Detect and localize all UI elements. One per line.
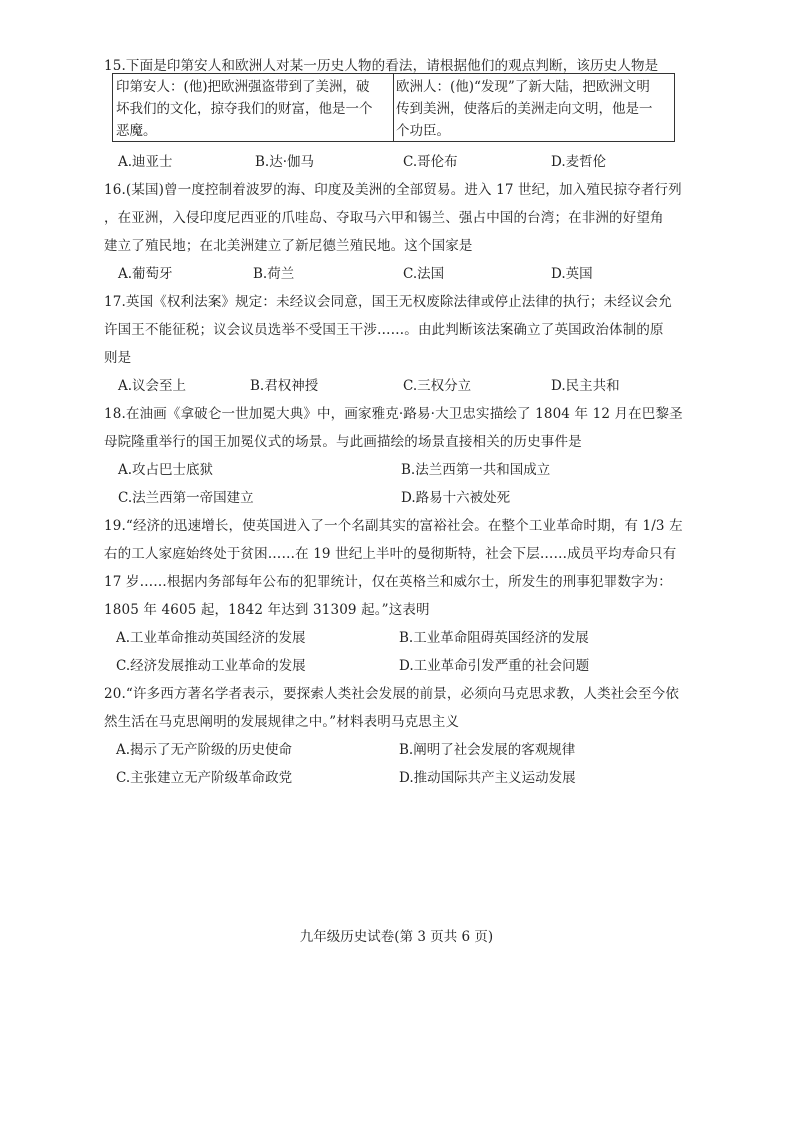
q18-option-c: C.法兰西第一帝国建立 — [118, 490, 254, 506]
european-view-line-3: 个功臣。 — [396, 123, 450, 139]
european-view-line-2: 传到美洲，使落后的美洲走向文明，他是一 — [396, 101, 653, 117]
q20-option-b: B.阐明了社会发展的客观规律 — [399, 742, 576, 758]
q19-option-b: B.工业革命阻碍英国经济的发展 — [399, 630, 589, 646]
indian-view-line-1: 印第安人：(他)把欧洲强盗带到了美洲，破 — [116, 79, 370, 95]
q18-option-a: A.攻占巴士底狱 — [118, 462, 214, 478]
q17-option-c: C.三权分立 — [403, 378, 472, 394]
q17-option-a: A.议会至上 — [118, 378, 187, 394]
q17-option-b: B.君权神授 — [250, 378, 319, 394]
q20-option-d: D.推动国际共产主义运动发展 — [399, 770, 576, 786]
question-15-opinion-table — [112, 73, 675, 142]
q16-option-d: D.英国 — [551, 266, 593, 282]
indian-view-line-3: 恶魔。 — [116, 123, 157, 139]
question-20-line-1: 20.“许多西方著名学者表示，要探索人类社会发展的前景，必须向马克思求教，人类社会至今依 — [104, 686, 679, 702]
q15-option-d: D.麦哲伦 — [551, 154, 607, 170]
q20-option-a: A.揭示了无产阶级的历史使命 — [116, 742, 293, 758]
question-16-line-2: ，在亚洲，入侵印度尼西亚的爪哇岛、夺取马六甲和锡兰、强占中国的台湾；在非洲的好望角 — [104, 210, 664, 226]
question-15-stem: 15.下面是印第安人和欧洲人对某一历史人物的看法，请根据他们的观点判断，该历史人物是 — [104, 58, 659, 74]
question-19-line-3: 17 岁……根据内务部每年公布的犯罪统计，仅在英格兰和威尔士，所发生的刑事犯罪数字为： — [104, 574, 672, 590]
question-19-line-2: 右的工人家庭始终处于贫困……在 19 世纪上半叶的曼彻斯特，社会下层……成员平均寿命只有 — [104, 546, 677, 562]
q16-option-c: C.法国 — [403, 266, 445, 282]
question-17-line-3: 则是 — [104, 350, 132, 366]
indian-view-cell — [116, 76, 373, 142]
question-17-line-1: 17.英国《权利法案》规定：未经议会同意，国王无权废除法律或停止法律的执行；未经议会允 — [104, 294, 672, 310]
question-18-line-1: 18.在油画《拿破仑一世加冕大典》中，画家雅克·路易·大卫忠实描绘了 1804 年 12 月在巴黎圣 — [104, 406, 683, 422]
table-divider — [393, 74, 394, 141]
q19-option-a: A.工业革命推动英国经济的发展 — [116, 630, 306, 646]
q20-option-c: C.主张建立无产阶级革命政党 — [116, 770, 293, 786]
european-view-cell — [396, 76, 653, 142]
question-16-line-3: 建立了殖民地；在北美洲建立了新尼德兰殖民地。这个国家是 — [104, 238, 473, 254]
q18-option-b: B.法兰西第一共和国成立 — [401, 462, 551, 478]
q16-option-a: A.葡萄牙 — [118, 266, 173, 282]
q15-option-b: B.达·伽马 — [255, 154, 315, 170]
page-footer: 九年级历史试卷(第 3 页共 6 页) — [299, 929, 494, 945]
indian-view-line-2: 坏我们的文化，掠夺我们的财富，他是一个 — [116, 101, 373, 117]
q15-option-c: C.哥伦布 — [403, 154, 458, 170]
q18-option-d: D.路易十六被处死 — [401, 490, 511, 506]
question-18-line-2: 母院隆重举行的国王加冕仪式的场景。与此画描绘的场景直接相关的历史事件是 — [104, 434, 582, 450]
question-20-line-2: 然生活在马克思阐明的发展规律之中。”材料表明马克思主义 — [104, 714, 460, 730]
question-19-line-4: 1805 年 4605 起，1842 年达到 31309 起。”这表明 — [104, 602, 430, 618]
question-16-line-1: 16.(某国)曾一度控制着波罗的海、印度及美洲的全部贸易。进入 17 世纪，加入殖民掠夺者行列 — [104, 182, 682, 198]
q19-option-d: D.工业革命引发严重的社会问题 — [399, 658, 590, 674]
q15-option-a: A.迪亚士 — [118, 154, 173, 170]
q17-option-d: D.民主共和 — [551, 378, 620, 394]
q16-option-b: B.荷兰 — [253, 266, 295, 282]
q19-option-c: C.经济发展推动工业革命的发展 — [116, 658, 306, 674]
question-17-line-2: 许国王不能征税；议会议员选举不受国王干涉……。由此判断该法案确立了英国政治体制的原 — [104, 322, 664, 338]
european-view-line-1: 欧洲人：(他)“发现”了新大陆，把欧洲文明 — [396, 79, 650, 95]
question-19-line-1: 19.“经济的迅速增长，使英国进入了一个名副其实的富裕社会。在整个工业革命时期，有 1/3 左 — [104, 518, 683, 534]
